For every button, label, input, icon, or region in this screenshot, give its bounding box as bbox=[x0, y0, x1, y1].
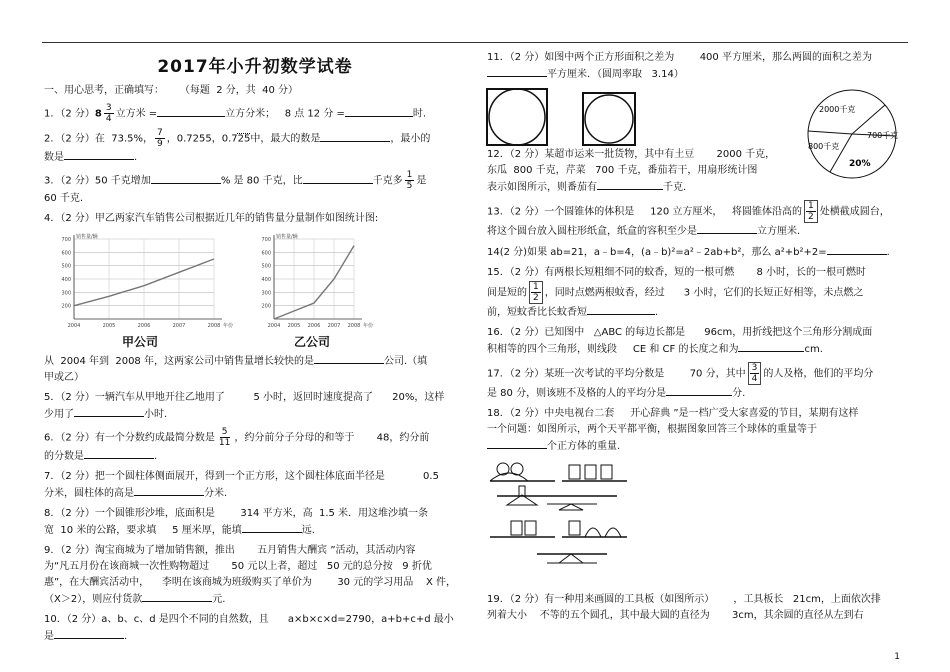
question-10: 10．（2 分）a、b、c、d 是四个不同的自然数，且 a×b×c×d=2790，a+b+c+d 最小 是 . bbox=[44, 614, 454, 642]
answer-blank[interactable] bbox=[320, 131, 390, 142]
question-14: 14(2 分)如果 ab=21，a﹣b=4，(a﹣b)²=a²﹣2ab+b²，那么 a²+b²+2= . bbox=[487, 244, 907, 261]
answer-blank[interactable] bbox=[697, 223, 757, 234]
x-tick-label: 2006 bbox=[307, 323, 321, 329]
question-5: 5．（2 分）一辆汽车从甲地开往乙地用了 5 小时，返回时速度提高了 20%，这样 少用了 小时. bbox=[44, 392, 445, 420]
answer-blank[interactable] bbox=[597, 179, 663, 190]
y-tick-label: 200 bbox=[61, 303, 71, 310]
chart-title-yi: 乙公司 bbox=[294, 335, 331, 349]
pie-label: 700千克 bbox=[867, 131, 899, 140]
question-1: 1．（2 分）8 $\frac{3}{4}$ 立方米 = 立方分米； 8 点 12 分 = 时. bbox=[44, 103, 427, 124]
x-axis-label: 年份 bbox=[223, 323, 234, 329]
sales-line-charts bbox=[44, 231, 374, 349]
answer-blank[interactable] bbox=[142, 591, 212, 602]
answer-blank[interactable] bbox=[827, 244, 887, 255]
answer-blank[interactable] bbox=[242, 522, 302, 533]
x-tick-label: 2005 bbox=[287, 323, 301, 329]
x-tick-label: 2007 bbox=[172, 323, 186, 329]
y-axis-label: 销售量/辆 bbox=[76, 234, 98, 240]
pie-label: 2000千克 bbox=[819, 105, 856, 114]
question-6: 6．（2 分）有一个分数约成最简分数是 $\frac{5}{11}$ ，约分前分子分母的和等于 48，约分前 的分数是 . bbox=[44, 427, 430, 462]
answer-blank[interactable] bbox=[151, 173, 221, 184]
pie-chart-figure bbox=[797, 86, 907, 186]
y-tick-label: 500 bbox=[61, 263, 71, 270]
page-title: 2017年小升初数学试卷 bbox=[157, 57, 353, 77]
y-tick-label: 600 bbox=[61, 250, 71, 257]
question-12: 12．（2 分）某超市运来一批货物，其中有土豆 2000 千克， 东瓜 800 千克，芹菜 700 千克，番茄若干，用扇形统计图 表示如图所示，则番茄有 千克. bbox=[487, 149, 776, 193]
answer-blank[interactable] bbox=[134, 485, 204, 496]
question-9: 9．（2 分）淘宝商城为了增加销售额，推出 五月销售大酬宾 ”活动，其活动内容 为“凡五月份在该商城一次性购物超过 50 元以上者，超过 50 元的总分按 9 折优 惠”，在大酬宾活动中， 李明在该商城为班级购买了单价为 30 元的学习用品 X 件， （X＞2），则应付货款 元. bbox=[44, 545, 456, 605]
answer-blank[interactable] bbox=[157, 106, 225, 117]
x-tick-label: 2008 bbox=[207, 323, 221, 329]
header-rule bbox=[42, 42, 908, 43]
question-4: 4．（2 分）甲乙两家汽车销售公司根据近几年的销售量分量制作如图统计图: bbox=[44, 213, 379, 224]
question-16: 16．（2 分）已知图中 △ABC 的每边长都是 96cm，用折线把这个三角形分割成面 积相等的四个三角形，则线段 CE 和 CF 的长度之和为 cm. bbox=[487, 327, 873, 355]
page-number: 1 bbox=[894, 652, 900, 662]
answer-blank[interactable] bbox=[74, 406, 144, 417]
x-tick-label: 2004 bbox=[267, 323, 281, 329]
question-3: 3．（2 分）50 千克增加 % 是 80 千克，比 千克多 $\frac{1}{5}$ 是 60 千克. bbox=[44, 170, 427, 204]
y-axis-label: 销售量/辆 bbox=[276, 234, 298, 240]
question-13: 13．（2 分）一个圆锥体的体积是 120 立方厘米， 将圆锥体沿高的 $\frac{1}{2}$ 处横截成圆台， 将这个圆台放入圆柱形纸盒，纸盒的容积至少是 立方厘米. bbox=[487, 201, 890, 237]
y-tick-label: 600 bbox=[261, 250, 271, 257]
y-tick-label: 300 bbox=[61, 290, 71, 297]
answer-blank[interactable] bbox=[487, 66, 547, 77]
answer-blank[interactable] bbox=[666, 385, 732, 396]
answer-blank[interactable] bbox=[64, 149, 134, 160]
pie-label: 20% bbox=[849, 159, 871, 169]
answer-blank[interactable] bbox=[84, 448, 154, 459]
y-tick-label: 300 bbox=[261, 290, 271, 297]
y-tick-label: 400 bbox=[61, 277, 71, 283]
section-heading: 一、用心思考，正确填写： （每题 2 分，共 40 分） bbox=[44, 85, 299, 96]
x-tick-label: 2007 bbox=[327, 323, 341, 329]
answer-blank[interactable] bbox=[587, 304, 655, 315]
balance-scales-figure bbox=[487, 459, 687, 577]
question-17: 17．（2 分）某班一次考试的平均分数是 70 分，其中 $\frac{3}{4}$ 的人及格，他们的平均分 是 80 分，则该班不及格的人的平均分是 分. bbox=[487, 363, 874, 399]
question-15: 15．（2 分）有两根长短粗细不同的蚊香，短的一根可燃 8 小时，长的一根可燃时 间是短的 $\frac{1}{2}$ ，同时点燃两根蚊香，经过 3 小时，它们的长短正好相等，未点燃之 前，短蚊香比长蚊香短 . bbox=[487, 267, 867, 318]
x-tick-label: 2008 bbox=[347, 323, 361, 329]
fraction: $\frac{3}{4}$ bbox=[105, 103, 112, 124]
x-tick-label: 2005 bbox=[102, 323, 116, 329]
question-8: 8．（2 分）一个圆锥形沙堆，底面积是 314 平方米，高 1.5 米．用这堆沙填一条 宽 10 米的公路，要求填 5 厘米厚，能填 远. bbox=[44, 508, 429, 536]
answer-blank[interactable] bbox=[738, 341, 804, 352]
question-4-text: 从 2004 年到 2008 年，这两家公司中销售量增长较快的是 公司.（填 甲或乙） bbox=[44, 353, 466, 386]
x-tick-label: 2006 bbox=[137, 323, 151, 329]
answer-blank[interactable] bbox=[303, 173, 373, 184]
y-tick-label: 200 bbox=[261, 303, 271, 310]
x-axis-label: 年份 bbox=[363, 323, 374, 329]
y-tick-label: 700 bbox=[61, 237, 71, 243]
question-7: 7．（2 分）把一个圆柱体侧面展开，得到一个正方形，这个圆柱体底面半径是 0.5 分米，圆柱体的高是 分米. bbox=[44, 471, 439, 499]
line-charts bbox=[44, 231, 466, 349]
answer-blank[interactable] bbox=[54, 628, 124, 639]
x-tick-label: 2004 bbox=[67, 323, 81, 329]
pie-label: 800千克 bbox=[808, 142, 840, 151]
right-column bbox=[487, 50, 907, 628]
y-tick-label: 700 bbox=[261, 237, 271, 243]
question-11: 11．（2 分）如图中两个正方形面积之差为 400 平方厘米，那么两圆的面积之差为 平方厘米．（圆周率取 3.14） bbox=[487, 52, 872, 80]
answer-blank[interactable] bbox=[345, 106, 413, 117]
question-2: 2．（2 分）在 73.5%， $\frac{7}{9}$ ，0.7255，0.725中，最大的数是 ，最小的 数是 . bbox=[44, 128, 431, 163]
question-18: 18．（2 分）中央电视台二套 开心辞典 ”是一档广受大家喜爱的节目，某期有这样 一个问题：如图所示，两个天平都平衡，根据图象回答三个球体的重量等于 个正方体的重量. bbox=[487, 408, 859, 452]
left-column bbox=[44, 50, 466, 649]
y-tick-label: 500 bbox=[261, 263, 271, 270]
question-19: 19．（2 分）有一种用来画圆的工具板（如图所示） ，工具板长 21cm，上面依次排 列着大小 不等的五个圆孔，其中最大圆的直径为 3cm，其余圆的直径从左到右 bbox=[487, 594, 881, 621]
answer-blank[interactable] bbox=[487, 438, 547, 449]
answer-blank[interactable] bbox=[314, 353, 384, 364]
chart-title-jia: 甲公司 bbox=[122, 335, 159, 349]
y-tick-label: 400 bbox=[261, 277, 271, 283]
